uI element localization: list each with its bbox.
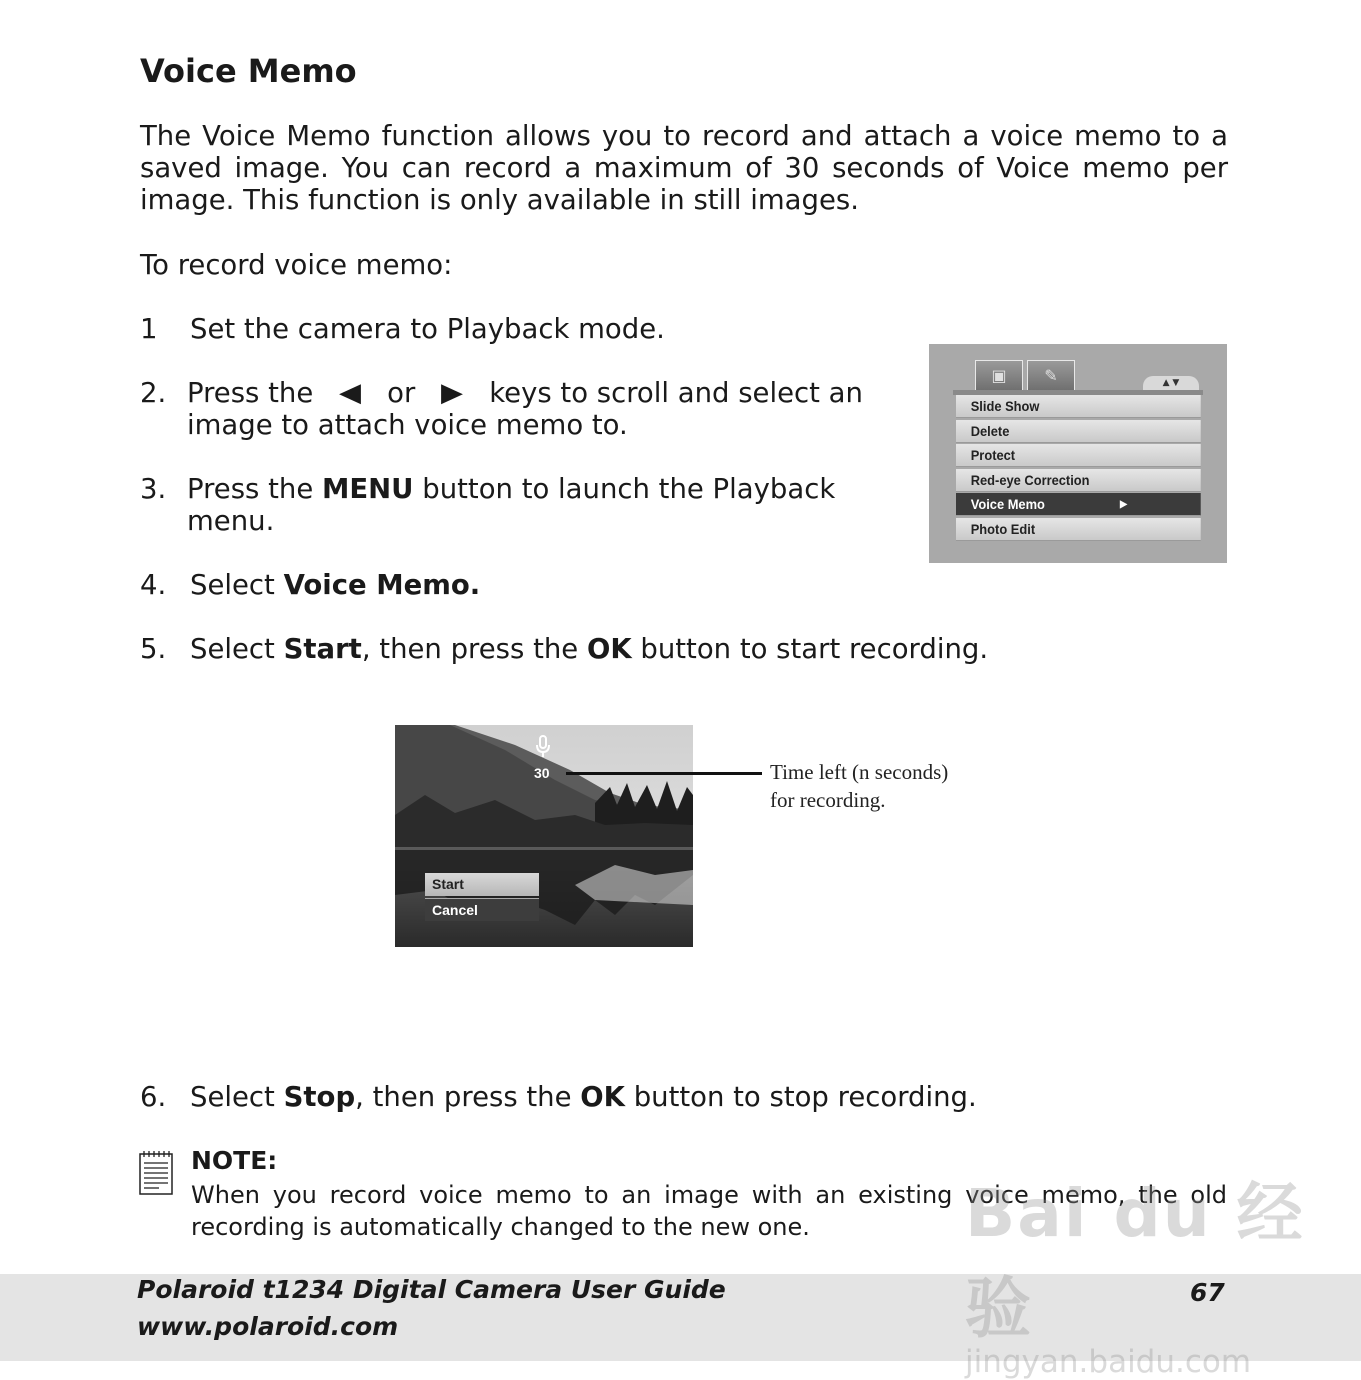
watermark-url: jingyan.baidu.com [965, 1344, 1252, 1380]
note-title: NOTE: [191, 1146, 278, 1175]
step-text: , then press the [355, 1081, 572, 1113]
step-text: Press the [187, 377, 314, 409]
step-number: 2. [140, 377, 167, 409]
intro-paragraph: The Voice Memo function allows you to record and attach a voice memo to a saved image. You can record a maximum of 30 seconds of Voice memo per image. This function is only available in still images. [140, 120, 1228, 216]
step-number: 1 [140, 313, 158, 345]
footer-guide-title: Polaroid t1234 Digital Camera User Guide [137, 1275, 726, 1304]
left-arrow-icon: ◀ [339, 378, 362, 408]
playback-tab[interactable] [975, 360, 1023, 392]
recording-menu [425, 873, 539, 923]
step-text: Select [190, 1081, 275, 1113]
note-text: When you record voice memo to an image with an existing voice memo, the old recording is automatically changed to the new one. [191, 1181, 1227, 1241]
step-text: keys to scroll and select an [489, 377, 863, 409]
menu-item-voice-memo[interactable] [956, 493, 1201, 516]
step-text: button to start recording. [640, 633, 989, 665]
stop-keyword: Stop [283, 1081, 356, 1113]
start-option[interactable]: Start [425, 873, 539, 896]
callout-line-2: for recording. [770, 788, 886, 812]
setup-tab[interactable] [1027, 360, 1075, 392]
menu-item-delete[interactable]: Delete [956, 420, 1201, 443]
footer-url[interactable]: www.polaroid.com [137, 1312, 399, 1341]
playback-menu-list [956, 395, 1201, 543]
step-text: button to stop recording. [633, 1081, 977, 1113]
microphone-icon [535, 735, 551, 759]
step-text: Select [190, 569, 275, 601]
step-text: or [387, 377, 416, 409]
step-text: Press the [187, 473, 314, 505]
callout-line [566, 772, 762, 775]
notepad-icon [139, 1150, 175, 1196]
time-left-callout [770, 758, 948, 814]
step-text-line2: image to attach voice memo to. [187, 409, 628, 441]
page-title: Voice Memo [140, 52, 357, 90]
menu-keyword: MENU [322, 473, 414, 505]
step-text-line2: menu. [187, 505, 275, 537]
voice-memo-keyword: Voice Memo. [283, 569, 481, 601]
menu-item-photo-edit[interactable]: Photo Edit [956, 518, 1201, 541]
menu-item-slide-show[interactable]: Slide Show [956, 395, 1201, 418]
ok-keyword: OK [580, 1081, 625, 1113]
menu-item-label: Voice Memo [970, 496, 1045, 513]
wrench-icon: ✎ [1044, 366, 1058, 385]
start-keyword: Start [283, 633, 362, 665]
step-number: 4. [140, 569, 167, 601]
ok-keyword: OK [586, 633, 632, 665]
step-text: , then press the [361, 633, 579, 665]
step-number: 3. [140, 473, 167, 505]
page-number: 67 [1190, 1278, 1225, 1307]
lead-text: To record voice memo: [140, 249, 453, 281]
baidu-watermark [965, 1160, 1361, 1380]
step-text: Set the camera to Playback mode. [190, 313, 665, 345]
callout-line-1: Time left (n seconds) [770, 760, 949, 784]
step-number: 5. [140, 633, 167, 665]
menu-item-red-eye-correction[interactable]: Red-eye Correction [956, 469, 1201, 492]
step-text: Select [190, 633, 275, 665]
menu-item-protect[interactable]: Protect [956, 444, 1201, 467]
watermark-brand: Bai du 经验 [965, 1175, 1305, 1347]
step-number: 6. [140, 1081, 167, 1113]
playback-menu-screenshot [929, 344, 1227, 563]
time-left-counter: 30 [534, 765, 550, 781]
recording-screen-screenshot [395, 725, 693, 947]
step-text: button to launch the Playback [422, 473, 836, 505]
printer-icon: ▣ [991, 366, 1007, 385]
scroll-indicator-icon: ▲ ▼ [1143, 376, 1199, 390]
cancel-option[interactable]: Cancel [425, 898, 539, 921]
submenu-arrow-icon: ▶ [1120, 499, 1128, 511]
right-arrow-icon: ▶ [441, 378, 464, 408]
